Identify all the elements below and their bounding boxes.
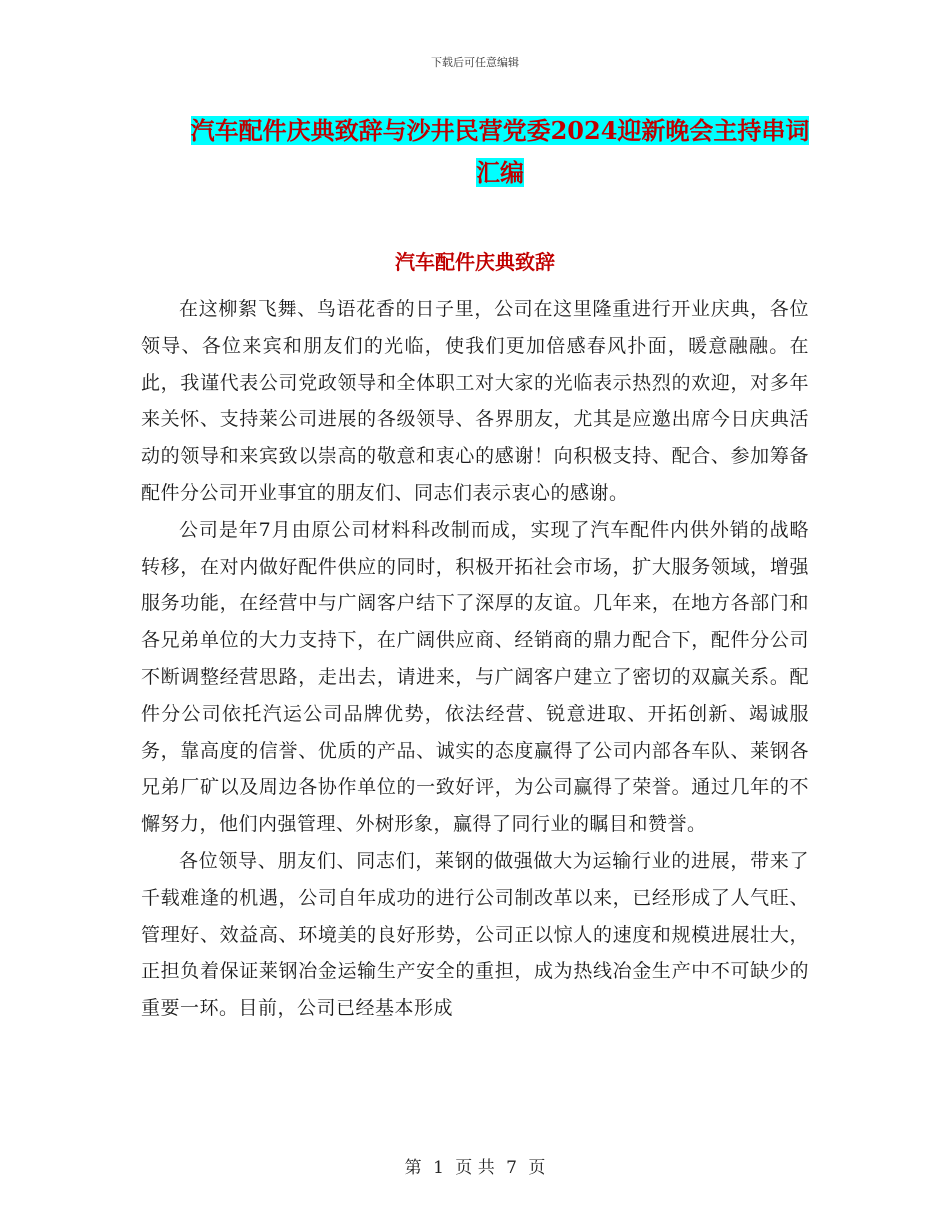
- page-number: 1: [433, 1158, 444, 1178]
- paragraph: 各位领导、朋友们、同志们，莱钢的做强做大为运输行业的进展，带来了千载难逢的机遇，公司自年成功的进行公司制改革以来，已经形成了人气旺、管理好、效益高、环境美的良好形势，公司正以惊人的速度和规模进展壮大，正担负着保证莱钢冶金运输生产安全的重担，成为热线冶金生产中不可缺少的重要一环。目前，公司已经基本形成: [141, 849, 809, 1020]
- document-title-text: 汽车配件庆典致辞与沙井民营党委2024迎新晚会主持串词汇编: [190, 116, 810, 187]
- footer-prefix: 第: [404, 1158, 422, 1178]
- document-title: [185, 110, 815, 194]
- body-text: [141, 291, 809, 1027]
- page-footer: [0, 1153, 950, 1178]
- total-pages: 7: [506, 1158, 517, 1178]
- section-heading: 汽车配件庆典致辞: [395, 250, 555, 274]
- paragraph: 公司是年7月由原公司材料科改制而成，实现了汽车配件内供外销的战略转移，在对内做好配件供应的同时，积极开拓社会市场，扩大服务领域，增强服务功能，在经营中与广阔客户结下了深厚的友谊。几年来，在地方各部门和各兄弟单位的大力支持下，在广阔供应商、经销商的鼎力配合下，配件分公司不断调整经营思路，走出去，请进来，与广阔客户建立了密切的双赢关系。配件分公司依托汽运公司品牌优势，依法经营、锐意进取、开拓创新、竭诚服务，靠高度的信誉、优质的产品、诚实的态度赢得了公司内部各车队、莱钢各兄弟厂矿以及周边各协作单位的一致好评，为公司赢得了荣誉。通过几年的不懈努力，他们内强管理、外树形象，赢得了同行业的瞩目和赞誉。: [141, 518, 809, 836]
- footer-suffix: 页: [528, 1158, 546, 1178]
- paragraph: 在这柳絮飞舞、鸟语花香的日子里，公司在这里隆重进行开业庆典，各位领导、各位来宾和朋友们的光临，使我们更加倍感春风扑面，暖意融融。在此，我谨代表公司党政领导和全体职工对大家的光临表示热烈的欢迎，对多年来关怀、支持莱公司进展的各级领导、各界朋友，尤其是应邀出席今日庆典活动的领导和来宾致以崇高的敬意和衷心的感谢！向积极支持、配合、参加筹备配件分公司开业事宜的朋友们、同志们表示衷心的感谢。: [141, 298, 809, 504]
- footer-mid: 页 共: [455, 1158, 495, 1178]
- header-note: 下载后可任意编辑: [431, 56, 519, 69]
